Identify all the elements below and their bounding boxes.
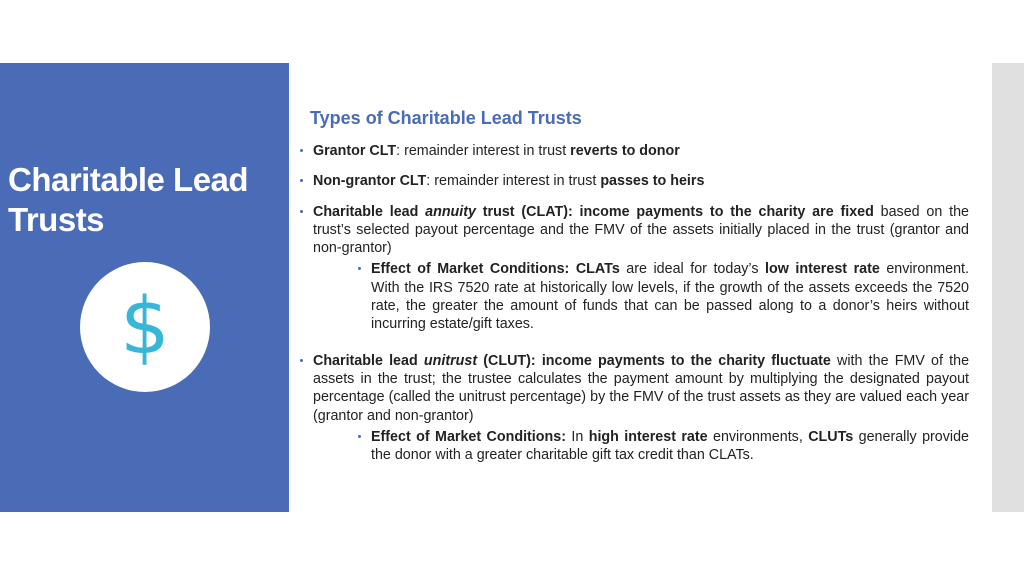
clut-market-text3: generally provide the donor with a greater charitable gift tax credit than CLATs. [371,428,969,464]
content-heading: Types of Charitable Lead Trusts [310,108,582,128]
clut-lead-a: Charitable lead [313,352,424,369]
icon-circle [80,262,210,392]
term-grantor-clt: Grantor CLT [313,143,397,159]
clut-market-text2: environments, [707,428,809,445]
content-area [297,107,969,476]
emph-reverts: reverts to donor [570,143,680,159]
bullet-list [297,142,969,464]
side-bar [992,63,1024,512]
clut-market-text1: In [565,428,589,445]
title-panel [0,63,289,512]
clut-lead-b: (CLUT): income payments to the charity fluctuate [477,352,831,369]
nongrantor-text: : remainder interest in trust [426,173,601,190]
clat-market-text1: are ideal for today’s [619,261,766,278]
clut-lead-italic: unitrust [423,352,478,369]
clat-market-label: Effect of Market Conditions: CLATs [371,261,620,278]
clat-market-text2: environment. With the IRS 7520 rate at historically low levels, if the growth of the assets exceeds the 7520 rate, the greater the amount of funds that can be passed along to a donor’s heirs without incurring estate/gift taxes. [371,261,969,333]
clut-market-emph2: CLUTs [808,428,854,445]
clut-text: with the FMV of the assets in the trust; the trustee calculates the payment amount by multiplying the designated payout percentage (called the unitrust percentage) by the FMV of the trust assets as they are valued each year (grantor and non-grantor) [313,352,970,424]
slide-title: Charitable Lead Trusts [8,161,249,238]
clut-market-emph: high interest rate [588,428,708,445]
term-nongrantor-clt: Non-grantor CLT [313,173,427,190]
dollar-sign-icon: $ [120,282,170,372]
clut-market-label: Effect of Market Conditions: [371,428,566,445]
clat-lead-b: trust (CLAT): income payments to the charity are fixed [475,203,874,220]
bullet-clat [297,203,969,334]
bullet-clat-market [313,260,969,333]
clat-market-emph: low interest rate [765,261,880,278]
clat-lead-a: Charitable lead [313,203,426,220]
clat-sub-list [313,260,969,333]
clat-lead [313,204,874,220]
clut-sub-list [313,428,969,465]
bullet-grantor-clt [297,142,969,160]
bullet-clut [297,352,969,465]
clut-lead [313,353,831,369]
clat-lead-italic: annuity [425,203,476,220]
grantor-text: : remainder interest in trust [396,143,571,159]
bullet-nongrantor-clt [297,172,969,190]
emph-passes: passes to heirs [600,173,705,190]
clat-text: based on the trust’s selected payout percentage and the FMV of the assets initially placed in the trust (grantor and non-grantor) [313,203,970,257]
bullet-clut-market [313,428,969,465]
